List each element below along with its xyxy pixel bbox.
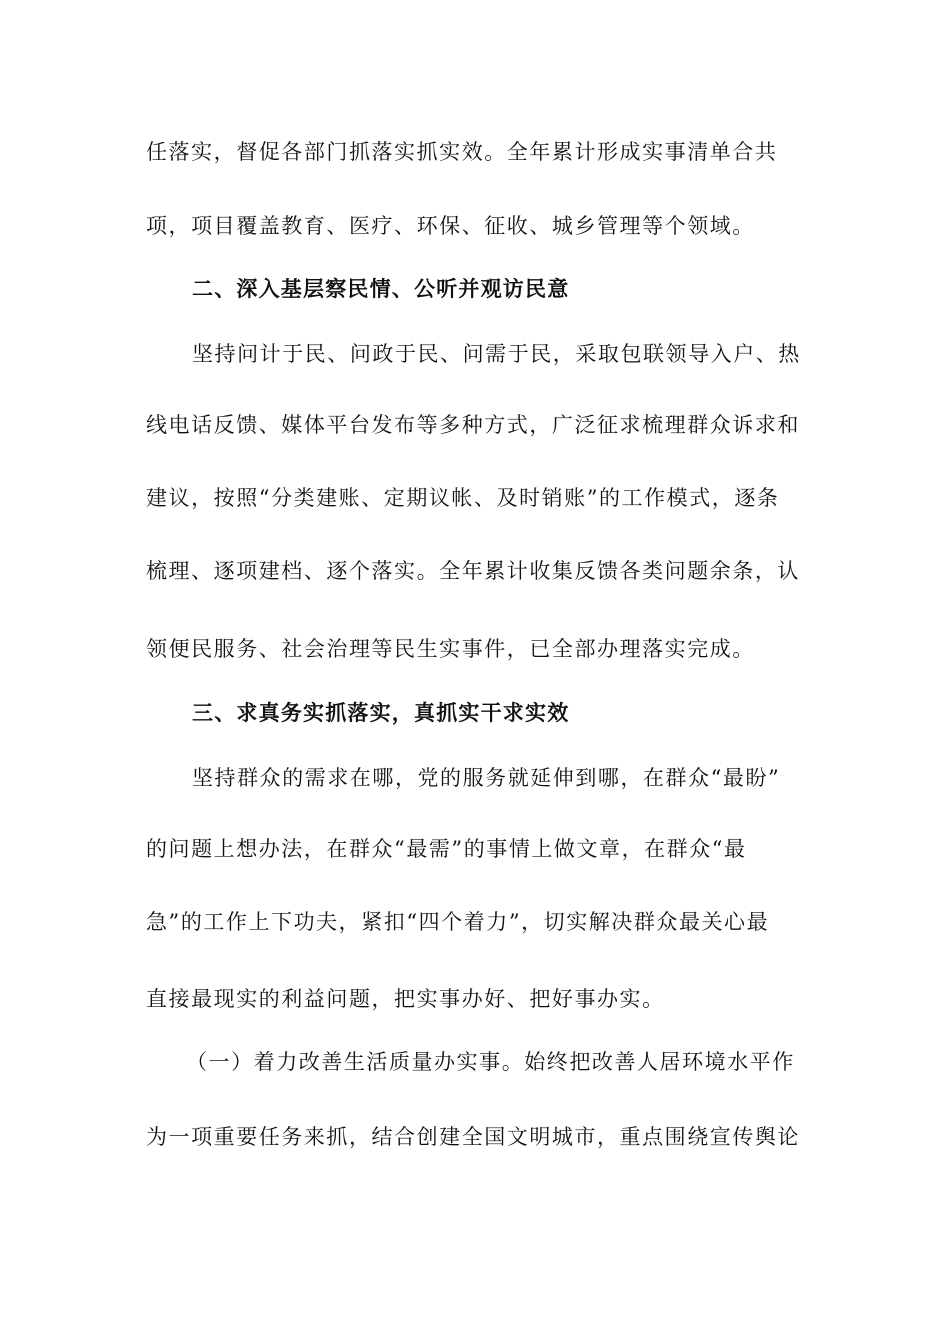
paragraph-line: 直接最现实的利益问题，把实事办好、把好事办实。 bbox=[146, 987, 665, 1011]
section-heading-3: 三、求真务实抓落实，真抓实干求实效 bbox=[192, 700, 570, 725]
paragraph-line: 建议，按照“分类建账、定期议帐、及时销账”的工作模式，逐条 bbox=[146, 486, 780, 510]
paragraph-line: 领便民服务、社会治理等民生实事件，已全部办理落实完成。 bbox=[146, 637, 755, 661]
paragraph-line: 线电话反馈、媒体平台发布等多种方式，广泛征求梳理群众诉求和 bbox=[146, 413, 800, 437]
paragraph-line: 梳理、逐项建档、逐个落实。全年累计收集反馈各类问题余条，认 bbox=[146, 559, 800, 583]
section-heading-2: 二、深入基层察民情、公听并观访民意 bbox=[192, 276, 570, 301]
paragraph-line: 坚持问计于民、问政于民、问需于民，采取包联领导入户、热 bbox=[192, 342, 801, 366]
paragraph-line: 急”的工作上下功夫，紧扣“四个着力”，切实解决群众最关心最 bbox=[146, 910, 770, 934]
paragraph-line: 坚持群众的需求在哪，党的服务就延伸到哪，在群众“最盼” bbox=[192, 766, 781, 790]
subsection-line: （一）着力改善生活质量办实事。始终把改善人居环境水平作 bbox=[186, 1050, 795, 1074]
paragraph-line: 任落实，督促各部门抓落实抓实效。全年累计形成实事清单合共 bbox=[146, 140, 778, 164]
paragraph-line: 项，项目覆盖教育、医疗、环保、征收、城乡管理等个领域。 bbox=[146, 214, 755, 238]
paragraph-line: 的问题上想办法，在群众“最需”的事情上做文章，在群众“最 bbox=[146, 837, 747, 861]
paragraph-line: 为一项重要任务来抓，结合创建全国文明城市，重点围绕宣传舆论 bbox=[146, 1125, 800, 1149]
